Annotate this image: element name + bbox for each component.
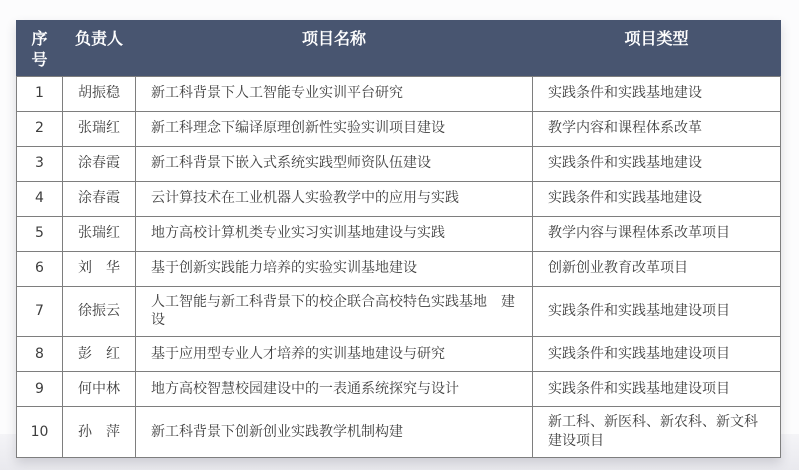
table-row — [17, 216, 781, 251]
row-no: 8 — [17, 337, 63, 372]
table-row — [17, 407, 781, 458]
row-no: 2 — [17, 111, 63, 146]
row-owner: 何中林 — [63, 372, 136, 407]
row-no: 9 — [17, 372, 63, 407]
header-row — [17, 21, 781, 77]
header-cell-project-name: 项目名称 — [136, 21, 533, 77]
row-project-type: 实践条件和实践基地建设项目 — [533, 286, 781, 337]
row-project-type: 实践条件和实践基地建设 — [533, 76, 781, 111]
row-owner: 孙 萍 — [63, 407, 136, 458]
row-project-name: 基于创新实践能力培养的实验实训基地建设 — [136, 251, 533, 286]
row-project-name: 云计算技术在工业机器人实验教学中的应用与实践 — [136, 181, 533, 216]
row-project-type: 教学内容和课程体系改革 — [533, 111, 781, 146]
row-owner: 张瑞红 — [63, 111, 136, 146]
row-no: 7 — [17, 286, 63, 337]
row-project-name: 新工科背景下人工智能专业实训平台研究 — [136, 76, 533, 111]
row-owner: 张瑞红 — [63, 216, 136, 251]
row-owner: 彭 红 — [63, 337, 136, 372]
row-owner: 胡振稳 — [63, 76, 136, 111]
row-project-name: 地方高校智慧校园建设中的一表通系统探究与设计 — [136, 372, 533, 407]
header-cell-no: 序号 — [17, 21, 63, 77]
table-row — [17, 372, 781, 407]
row-no: 6 — [17, 251, 63, 286]
row-project-name: 新工科背景下创新创业实践教学机制构建 — [136, 407, 533, 458]
table-row — [17, 76, 781, 111]
table-row — [17, 146, 781, 181]
row-project-type: 创新创业教育改革项目 — [533, 251, 781, 286]
row-owner: 刘 华 — [63, 251, 136, 286]
row-project-type: 实践条件和实践基地建设项目 — [533, 337, 781, 372]
row-owner: 涂春霞 — [63, 146, 136, 181]
row-owner: 涂春霞 — [63, 181, 136, 216]
row-project-type: 教学内容与课程体系改革项目 — [533, 216, 781, 251]
row-project-name: 人工智能与新工科背景下的校企联合高校特色实践基地 建设 — [136, 286, 533, 337]
row-project-type: 实践条件和实践基地建设 — [533, 146, 781, 181]
table-row — [17, 111, 781, 146]
row-no: 4 — [17, 181, 63, 216]
header-cell-owner: 负责人 — [63, 21, 136, 77]
row-project-name: 地方高校计算机类专业实习实训基地建设与实践 — [136, 216, 533, 251]
row-no: 10 — [17, 407, 63, 458]
row-project-type: 实践条件和实践基地建设 — [533, 181, 781, 216]
row-no: 5 — [17, 216, 63, 251]
row-no: 1 — [17, 76, 63, 111]
row-project-type: 实践条件和实践基地建设项目 — [533, 372, 781, 407]
table-row — [17, 251, 781, 286]
project-table — [16, 20, 781, 458]
table-row — [17, 337, 781, 372]
header-cell-project-type: 项目类型 — [533, 21, 781, 77]
row-project-name: 新工科理念下编译原理创新性实验实训项目建设 — [136, 111, 533, 146]
row-no: 3 — [17, 146, 63, 181]
row-project-type: 新工科、新医科、新农科、新文科建设项目 — [533, 407, 781, 458]
row-project-name: 新工科背景下嵌入式系统实践型师资队伍建设 — [136, 146, 533, 181]
row-owner: 徐振云 — [63, 286, 136, 337]
table-row — [17, 181, 781, 216]
table-row — [17, 286, 781, 337]
row-project-name: 基于应用型专业人才培养的实训基地建设与研究 — [136, 337, 533, 372]
